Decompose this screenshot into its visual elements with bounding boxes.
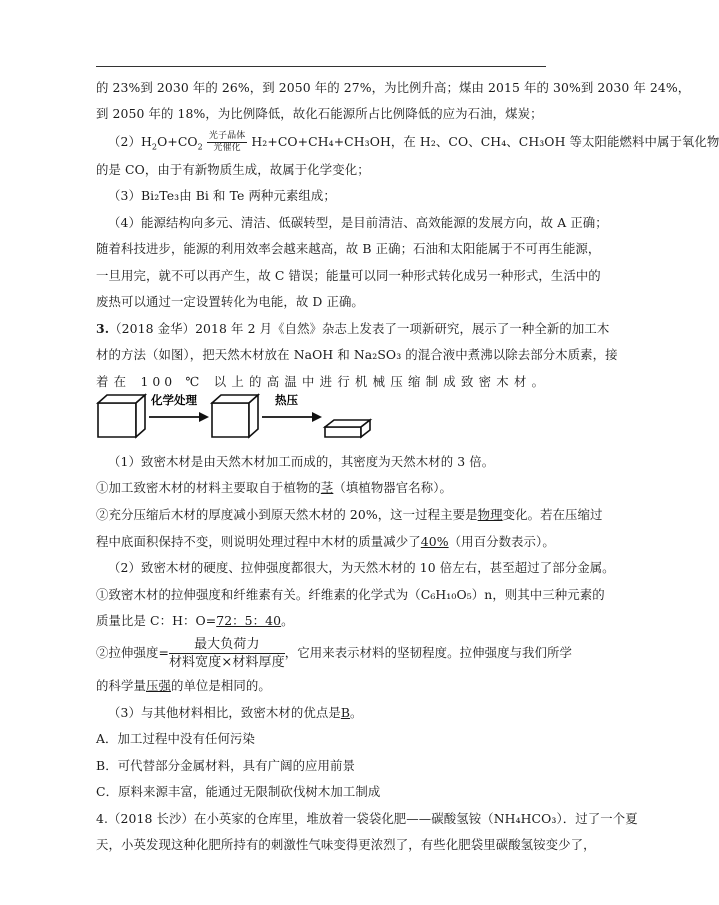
answer-line: ②充分压缩后木材的厚度减小到原天然木材的 20%，这一过程主要是物理变化。若在压缩过 [96, 507, 603, 522]
text-line: 天，小英发现这种化肥所持有的刺激性气味变得更浓烈了，有些化肥袋里碳酸氢铵变少了， [96, 837, 596, 852]
reaction-arrow: $\frac{\text{光子晶体}}{\text{光催化}}$ [208, 131, 246, 153]
equation-line: $(2)H_2O+CO_2$ $\frac{\text{光子晶体}}{\text{光催化}}$ H₂+CO+CH₄+CH₃OH，在 H₂、CO、CH₄、CH₃OH 等太阳能燃料中属于氧化物 [108, 131, 719, 153]
text-line: ①致密木材的拉伸强度和纤维素有关。纤维素的化学式为（C₆H₁₀O₅）n，则其中三种元素的 [96, 587, 605, 602]
answer-blank: 40% [420, 534, 449, 549]
question-3-line: 3.（2018 金华）2018 年 2 月《自然》杂志上发表了一项新研究，展示了一种全新的加工木 [96, 321, 610, 336]
process-diagram [97, 390, 457, 440]
option-b: B．可代替部分金属材料，具有广阔的应用前景 [96, 758, 356, 773]
text-line: 的是 CO，由于有新物质生成，故属于化学变化； [96, 162, 370, 177]
text-line: （3）Bi₂Te₃由 Bi 和 Te 两种元素组成； [108, 188, 336, 203]
answer-line: 程中底面积保持不变，则说明处理过程中木材的质量减少了40%（用百分数表示）。 [96, 534, 555, 549]
natural-wood-cube [98, 395, 145, 437]
header-rule [96, 66, 546, 67]
text-line: （4）能源结构向多元、清洁、低碳转型，是目前清洁、高效能源的发展方向，故 A 正确； [108, 215, 608, 230]
text-line: （1）致密木材是由天然木材加工而成的，其密度为天然木材的 3 倍。 [108, 454, 495, 469]
figure-label: 热压 [275, 393, 298, 407]
question-4-line: 4.（2018 长沙）在小英家的仓库里，堆放着一袋袋化肥——碳酸氢铵（NH₄HCO₃）．过了一个夏 [96, 811, 638, 826]
answer-blank: 压强 [145, 678, 171, 693]
option-a: A．加工过程中没有任何污染 [96, 731, 255, 746]
option-c: C．原料来源丰富，能通过无限制砍伐树木加工制成 [96, 784, 381, 799]
answer-line: ①加工致密木材的材料主要取自于植物的茎（填植物器官名称）。 [96, 480, 453, 495]
treated-wood-cube [212, 395, 258, 437]
text-line: 随着科技进步，能源的利用效率会越来越高，故 B 正确；石油和太阳能属于不可再生能源， [96, 241, 601, 256]
text-line: 到 2050 年的 18%，为比例降低，故化石能源所占比例降低的应为石油，煤炭； [96, 106, 543, 121]
question-number: 3. [96, 321, 110, 336]
text-line: 着在 100 ℃ 以上的高温中进行机械压缩制成致密木材。 [96, 374, 548, 389]
answer-blank: 茎 [320, 480, 334, 495]
text-line: （2）致密木材的硬度、拉伸强度都很大，为天然木材的 10 倍左右，甚至超过了部分金属。 [108, 560, 615, 575]
answer-blank: B [340, 705, 351, 720]
arrow-1-head [199, 412, 209, 422]
answer-blank: 72：5：40 [216, 613, 282, 628]
answer-blank: 物理 [477, 507, 503, 522]
text-line: 材的方法（如图），把天然木材放在 NaOH 和 Na₂SO₃ 的混合液中煮沸以除去部分木质素，接 [96, 347, 618, 362]
arrow-2-head [312, 412, 322, 422]
text-line: 一旦用完，就不可以再产生，故 C 错误；能量可以同一种形式转化成另一种形式，生活中的 [96, 268, 601, 283]
answer-line: 的科学量压强的单位是相同的。 [96, 678, 271, 693]
densified-wood-slab [325, 420, 370, 437]
tensile-strength-fraction: 最大负荷力 材料宽度×材料厚度 [168, 637, 285, 670]
answer-line: （3）与其他材料相比，致密木材的优点是B。 [108, 705, 363, 720]
answer-line: 质量比是 C：H：O=72：5：40。 [96, 613, 294, 628]
text-line: 的 23%到 2030 年的 26%，到 2050 年的 27%，为比例升高；煤由 2015 年的 30%到 2030 年 24%， [96, 80, 691, 95]
formula-line: ②拉伸强度= 最大负荷力 材料宽度×材料厚度 ，它用来表示材料的坚韧程度。拉伸强度与我们所学 [96, 637, 573, 670]
wood-process-figure [97, 390, 457, 440]
text-line: 废热可以通过一定设置转化为电能，故 D 正确。 [96, 294, 364, 309]
figure-label: 化学处理 [151, 393, 197, 407]
